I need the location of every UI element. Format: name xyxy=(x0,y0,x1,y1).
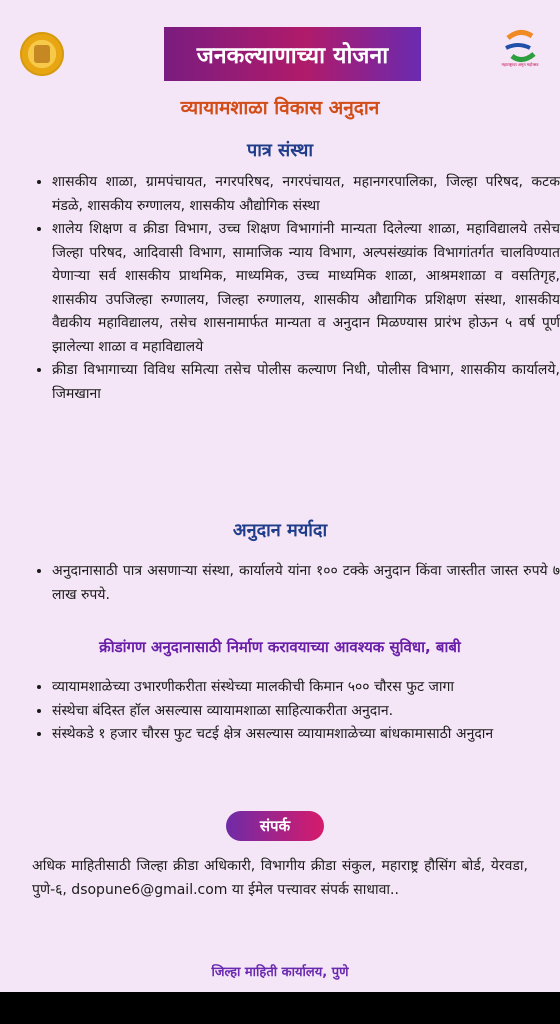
list-item: • अनुदानासाठी पात्र असणाऱ्या संस्था, कार्यालये यांना १०० टक्के अनुदान किंवा जास्तीत जास्त रुपये ७ लाख रुपये. xyxy=(52,560,560,607)
facilities-list xyxy=(30,676,560,747)
limit-title: अनुदान मर्यादा xyxy=(232,520,328,541)
maharashtra-seal-icon xyxy=(20,32,64,76)
eligible-title: पात्र संस्था xyxy=(246,140,314,161)
footer-office: जिल्हा माहिती कार्यालय, पुणे xyxy=(211,965,349,980)
limit-list xyxy=(30,560,560,607)
facilities-title: क्रीडांगण अनुदानासाठी निर्माण करावयाच्या आवश्यक सुविधा, बाबी xyxy=(99,638,461,656)
list-item: • संस्थेकडे १ हजार चौरस फुट चटई क्षेत्र असल्यास व्यायामशाळेच्या बांधकामासाठी अनुदान xyxy=(52,723,560,747)
list-item: • संस्थेचा बंदिस्त हॉल असल्यास व्यायामशाळा साहित्याकरीता अनुदान. xyxy=(52,700,560,724)
list-item: • शालेय शिक्षण व क्रीडा विभाग, उच्च शिक्षण विभागांनी मान्यता दिलेल्या शाळा, महाविद्यालये तसेच जिल्हा परिषद, आदिवासी विभाग, सामाजिक न्याय विभाग, अल्पसंख्यांक विभागांतर्गत चालविण्यात येणाऱ्या सर्व शासकीय प्राथमिक, माध्यमिक, उच्च माध्यमिक शाळा, आश्रमशाळा व वसतिगृह, शासकीय उपजिल्हा रुग्णालय, जिल्हा रुग्णालय, शासकीय औद्यागिक प्रशिक्षण संस्था, शासकीय वैद्यकीय महाविद्यालय, तसेच शासनामार्फत मान्यता व अनुदान मिळण्यास प्रारंभ होऊन ५ वर्ष पूर्ण झालेल्या शाळा व महाविद्यालये xyxy=(52,218,560,359)
list-item: • व्यायामशाळेच्या उभारणीकरीता संस्थेच्या मालकीची किमान ५०० चौरस फुट जागा xyxy=(52,676,560,700)
banner-title: जनकल्याणाच्या योजना xyxy=(164,27,421,81)
scheme-title: व्यायामशाळा विकास अनुदान xyxy=(180,97,380,119)
eligible-list xyxy=(30,171,560,406)
list-item: • क्रीडा विभागाच्या विविध समित्या तसेच पोलीस कल्याण निधी, पोलीस विभाग, शासकीय कार्यालये, जिमखाना xyxy=(52,359,560,406)
logo-tagline: महाराष्ट्राचा अमृत महोत्सव xyxy=(501,62,539,67)
contact-badge: संपर्क xyxy=(226,811,324,841)
list-item: • शासकीय शाळा, ग्रामपंचायत, नगरपरिषद, नगरपंचायत, महानगरपालिका, जिल्हा परिषद, कटक मंडळे, शासकीय रुग्णालय, शासकीय औद्योगिक संस्था xyxy=(52,171,560,218)
contact-text: अधिक माहितीसाठी जिल्हा क्रीडा अधिकारी, विभागीय क्रीडा संकुल, महाराष्ट्र हौसिंग बोर्ड, येरवडा, पुणे-६, dsopune6@gmail.com या ईमेल पत्त्यावर संपर्क साधावा.. xyxy=(32,858,528,898)
